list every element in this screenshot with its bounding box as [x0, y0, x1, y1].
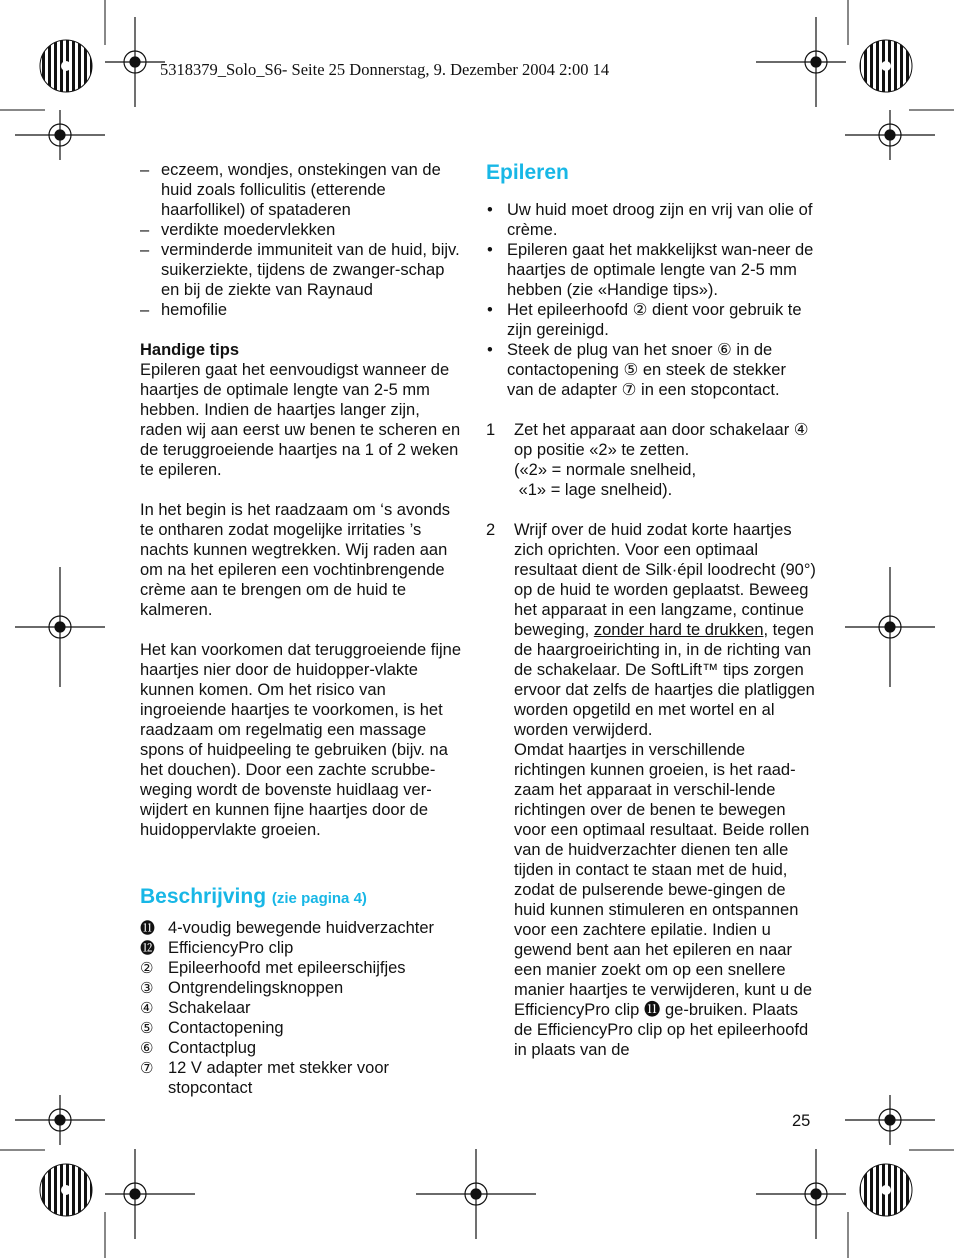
part-number-icon: ⑤: [140, 1019, 154, 1037]
part-item: ⑦ 12 V adapter met stekker voor stopcontact: [140, 1059, 390, 1097]
list-item: • Epileren gaat het makkelijkst wan-neer de haartjes de optimale lengte van 2-5 mm hebben (zie «Handige tips»).: [486, 240, 816, 300]
list-item: – eczeem, wondjes, onstekingen van de huid zoals folliculitis (etterende haarfollikel) of spataderen: [140, 160, 466, 220]
list-item: • Uw huid moet droog zijn en vrij van olie of crème.: [486, 200, 816, 240]
part-item: ③ Ontgrendelingsknoppen: [140, 979, 344, 997]
part-item: ⑤ Contactopening: [140, 1019, 284, 1037]
part-item: ⑥ Contactplug: [140, 1039, 257, 1057]
tips-paragraph: In het begin is het raadzaam om ‘s avonds te ontharen zodat mogelijke irritaties ’s nachts kunnen wegtrekken. Wij raden aan om na het epileren een vochtinbrengende crème aan te brengen om de huid te kalmeren.: [140, 501, 451, 619]
step-item: [486, 420, 816, 500]
list-item: • Het epileerhoofd ② dient voor gebruik te zijn gereinigd.: [486, 300, 816, 340]
list-item: – verminderde immuniteit van de huid, bijv. suikerziekte, tijdens de zwanger-schap en bij de ziekte van Raynaud: [140, 240, 466, 300]
parts-list: [140, 918, 466, 1098]
step-text: («2» = normale snelheid,: [514, 461, 697, 479]
step-text: Omdat haartjes in verschillende richtingen kunnen groeien, is het raad-zaam het apparaat in verschil-lende richtingen over de benen te bewegen voor een optimaal resultaat. Beide rollen van de huidverzachter dienen ten alle tijden in contact te staan met de huid, zodat de pulserende bewe-gingen de huid kunnen stimuleren en ontspannen voor een zachtere epilatie. Indien u gewend bent aan het epileren en naar een manier zoekt om op een snellere manier haartjes te verwijderen, kunt u de EfficiencyPro clip ⓫ ge-bruiken. Plaats de EfficiencyPro clip op het epileerhoofd in plaats van de: [514, 741, 813, 1059]
part-number-icon: ②: [140, 959, 154, 977]
step-text: Zet het apparaat aan door schakelaar ④ op positie «2» te zetten.: [514, 421, 809, 459]
emphasis-underline: zonder hard te drukken: [593, 621, 764, 639]
tips-paragraph: Het kan voorkomen dat teruggroeiende fijne haartjes nier door de huidopper-vlakte kunnen komen. Om het risico van ingroeiende haartjes te voorkomen, is het raadzaam om regelmatig een massage spons of huidpeeling te gebruiken (bijv. na het douchen). Door een zachte scrubbe-weging wordt de bovenste huidlaag ver-wijdert en kunnen fijne haartjes door de huidoppervlakte groeien.: [140, 641, 462, 839]
list-item: – verdikte moedervlekken: [140, 220, 466, 240]
tips-title: Handige tips: [140, 341, 240, 359]
print-header: 5318379_Solo_S6- Seite 25 Donnerstag, 9. Dezember 2004 2:00 14: [160, 60, 610, 79]
star-target-icon: [40, 40, 92, 92]
part-number-icon: ⓬: [140, 939, 156, 957]
part-item: ⓫ 4-voudig bewegende huidverzachter: [140, 919, 435, 937]
part-number-icon: ⓫: [140, 919, 156, 937]
step-text: «1» = lage snelheid).: [514, 481, 673, 499]
left-column: [140, 160, 466, 1098]
list-item: – hemofilie: [140, 300, 466, 320]
description-title: Beschrijving: [140, 885, 267, 908]
description-page-ref: (zie pagina 4): [271, 890, 367, 907]
part-number-icon: ⑦: [140, 1059, 154, 1077]
steps-list: [486, 420, 816, 1060]
page-number: 25: [792, 1112, 811, 1130]
star-target-icon: [860, 1164, 912, 1216]
step-text: Wrijf over de huid zodat korte haartjes zich oprichten. Voor een optimaal resultaat dient de Silk·épil loodrecht (90°) op de huid te worden geplaatst. Beweeg het apparaat in een langzame, continue beweging, zonder hard te drukken, tegen de haargroeirichting in, in de richting van de schakelaar. De SoftLift™ tips zorgen ervoor dat zelfs de haartjes die platliggen worden opgetild en met wortel en al worden verwijderd.: [514, 521, 816, 739]
star-target-icon: [860, 40, 912, 92]
star-target-icon: [40, 1164, 92, 1216]
part-item: ④ Schakelaar: [140, 999, 251, 1017]
list-item: • Steek de plug van het snoer ⑥ in de contactopening ⑤ en steek de stekker van de adapter ⑦ in een stopcontact.: [486, 340, 816, 400]
part-number-icon: ③: [140, 979, 154, 997]
contraindication-list: [140, 160, 466, 320]
step-number: 2: [486, 521, 496, 539]
right-column: [486, 160, 816, 1060]
tips-paragraph: Epileren gaat het eenvoudigst wanneer de haartjes de optimale lengte van 2-5 mm hebben. Indien de haartjes langer zijn, raden wij aan eerst uw benen te scheren en de teruggroeiende haartjes na 1 of 2 weken te epileren.: [140, 361, 461, 479]
part-number-icon: ⑥: [140, 1039, 154, 1057]
description-heading: [140, 884, 466, 912]
preparation-list: [486, 200, 816, 400]
part-item: ② Epileerhoofd met epileerschijfjes: [140, 959, 406, 977]
part-number-icon: ④: [140, 999, 154, 1017]
part-item: ⓬ EfficiencyPro clip: [140, 939, 294, 957]
step-number: 1: [486, 421, 496, 439]
epileren-heading: Epileren: [486, 161, 569, 184]
step-item: [486, 520, 816, 1060]
